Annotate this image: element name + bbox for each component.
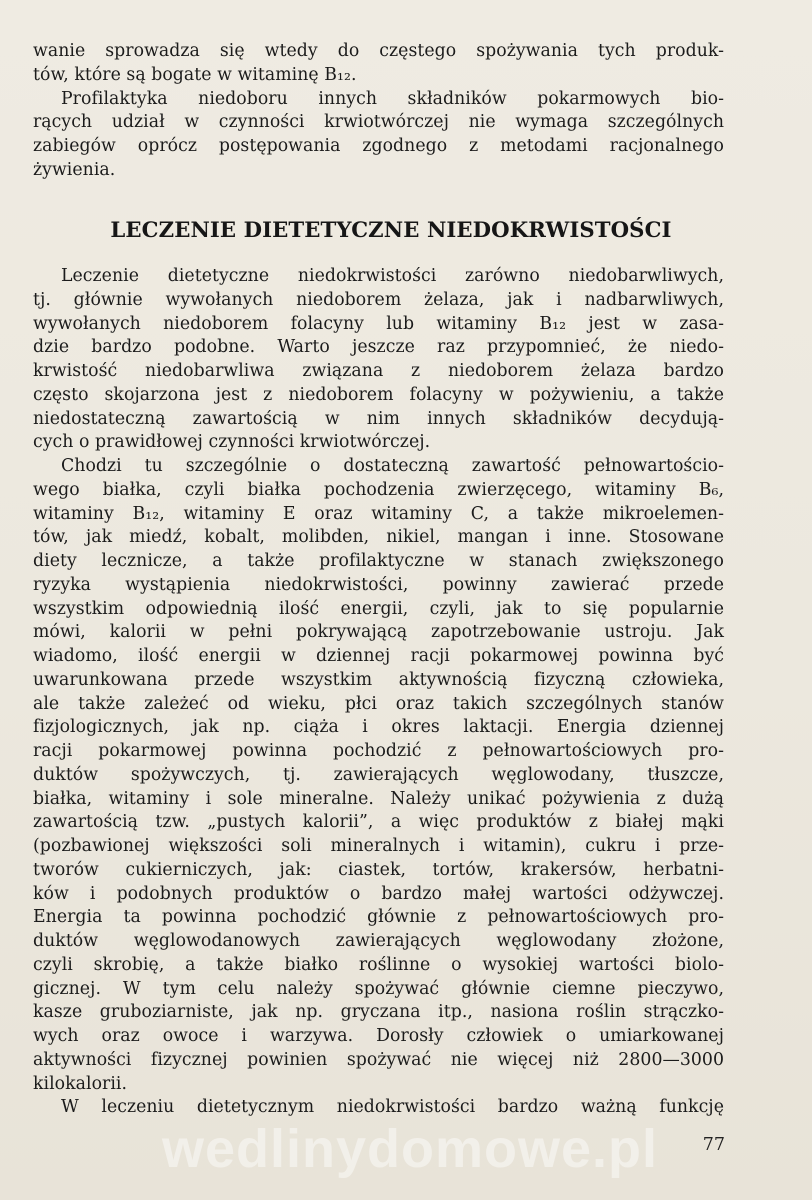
text-line: Profilaktyka niedoboru innych składników pokarmowych bio- <box>61 88 724 109</box>
text-line: cych o prawidłowej czynności krwiotwórczej. <box>33 432 431 453</box>
text-line: wanie sprowadza się wtedy do częstego spożywania tych produk- <box>33 41 724 61</box>
text-line: ale także zależeć od wieku, płci oraz takich szczególnych stanów <box>33 693 724 714</box>
text-line: czyli skrobię, a także białko roślinne o wysokiej wartości biolo- <box>33 954 724 975</box>
text-line: białka, witaminy i sole mineralne. Należy unikać pożywienia z dużą <box>33 788 724 809</box>
text-line: dzie bardzo podobne. Warto jeszcze raz przypomnieć, że niedo- <box>33 337 724 358</box>
text-line: tów, które są bogate w witaminę B₁₂. <box>33 64 357 85</box>
text-line: rących udział w czynności krwiotwórczej nie wymaga szczególnych <box>33 112 724 133</box>
page-number: 77 <box>702 1135 725 1155</box>
intro-paragraphs <box>33 40 724 183</box>
text-line: wego białka, czyli białka pochodzenia zwierzęcego, witaminy B₆, <box>33 479 724 500</box>
text-line: zabiegów oprócz postępowania zgodnego z metodami racjonalnego <box>33 136 724 156</box>
text-line: Energia ta powinna pochodzić głównie z pełnowartościowych pro- <box>33 907 724 928</box>
text-line: diety lecznicze, a także profilaktyczne w stanach zwiększonego <box>33 551 724 571</box>
text-line: wiadomo, ilość energii w dziennej racji pokarmowej powinna być <box>33 646 724 666</box>
text-line: zawartością tzw. „pustych kalorii”, a więc produktów z białej mąki <box>33 812 724 833</box>
text-line: aktywności fizycznej powinien spożywać nie więcej niż 2800—3000 <box>33 1049 724 1070</box>
text-line: racji pokarmowej powinna pochodzić z pełnowartościowych pro- <box>33 741 724 761</box>
text-line: wszystkim odpowiednią ilość energii, czyli, jak to się popularnie <box>33 598 724 619</box>
text-line: fizjologicznych, jak np. ciąża i okres laktacji. Energia dziennej <box>33 717 724 738</box>
text-line: kasze gruboziarniste, jak np. gryczana itp., nasiona roślin strączko- <box>33 1002 724 1023</box>
text-line: krwistość niedobarwliwa związana z niedoborem żelaza bardzo <box>33 361 724 381</box>
text-line: (pozbawionej większości soli mineralnych i witamin), cukru i prze- <box>33 836 724 856</box>
text-line: duktów spożywczych, tj. zawierających węglowodany, tłuszcze, <box>33 764 724 785</box>
text-line: tj. głównie wywołanych niedoborem żelaza, jak i nadbarwliwych, <box>33 289 724 310</box>
text-line: uwarunkowana przede wszystkim aktywnością fizyczną człowieka, <box>33 669 724 690</box>
watermark: wedlinydomowe.pl <box>161 1119 659 1179</box>
text-line: ków i podobnych produktów o bardzo małej wartości odżywczej. <box>33 883 724 904</box>
main-text <box>33 265 724 1120</box>
text-line: witaminy B₁₂, witaminy E oraz witaminy C, a także mikroelemen- <box>33 503 724 524</box>
text-line: duktów węglowodanowych zawierających węglowodany złożone, <box>33 931 724 951</box>
text-line: tworów cukierniczych, jak: ciastek, tortów, krakersów, herbatni- <box>33 859 724 880</box>
text-line: Chodzi tu szczególnie o dostateczną zawartość pełnowartościo- <box>61 456 724 476</box>
text-line: wych oraz owoce i warzywa. Dorosły człowiek o umiarkowanej <box>33 1026 724 1046</box>
text-line: W leczeniu dietetycznym niedokrwistości bardzo ważną funkcję <box>61 1097 724 1118</box>
text-line: gicznej. W tym celu należy spożywać głównie ciemne pieczywo, <box>33 978 724 999</box>
text-line: tów, jak miedź, kobalt, molibden, nikiel, mangan i inne. Stosowane <box>33 527 724 548</box>
text-line: żywienia. <box>33 159 116 180</box>
text-line: Leczenie dietetyczne niedokrwistości zarówno niedobarwliwych, <box>61 266 724 286</box>
text-line: niedostateczną zawartością w nim innych składników decydują- <box>33 408 724 429</box>
text-line: wywołanych niedoborem folacyny lub witaminy B₁₂ jest w zasa- <box>33 313 724 334</box>
text-line: kilokalorii. <box>33 1073 128 1094</box>
text-line: ryzyka wystąpienia niedokrwistości, powinny zawierać przede <box>33 574 724 595</box>
text-line: często skojarzona jest z niedoborem folacyny w pożywieniu, a także <box>33 384 724 405</box>
text-line: mówi, kalorii w pełni pokrywającą zapotrzebowanie ustroju. Jak <box>33 622 724 643</box>
section-heading: LECZENIE DIETETYCZNE NIEDOKRWISTOŚCI <box>110 217 672 242</box>
